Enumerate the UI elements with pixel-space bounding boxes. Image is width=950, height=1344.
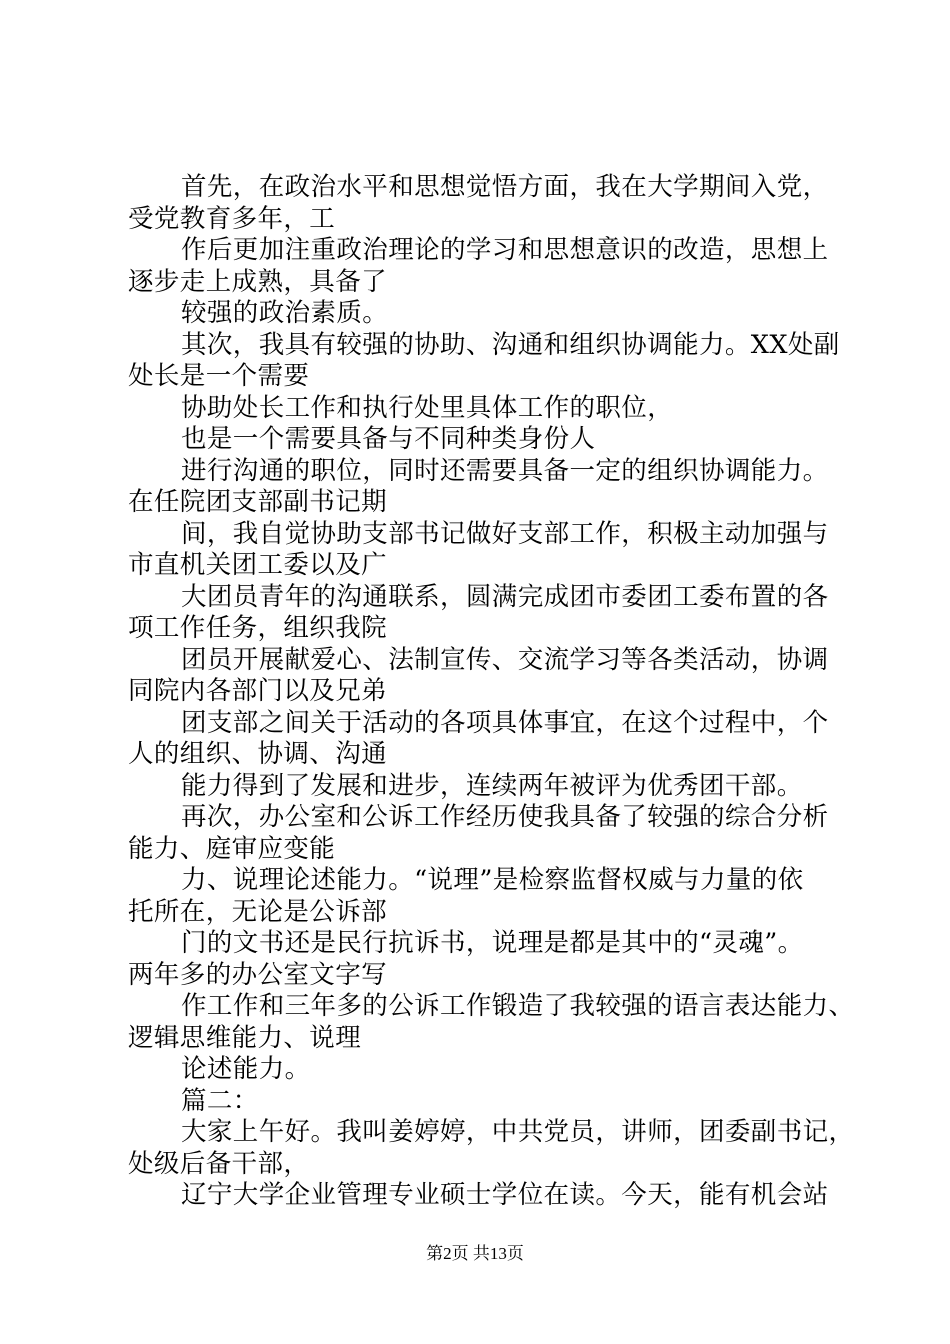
text-line: 在任院团支部副书记期 — [128, 487, 388, 517]
text-line: 托所在，无论是公诉部 — [128, 896, 388, 927]
text-line: 论述能力。 — [181, 1054, 311, 1084]
text-line: 项工作任务，组织我院 — [128, 613, 388, 643]
text-line: 大家上午好。我叫姜婷婷，中共党员，讲师，团委副书记， — [181, 1117, 855, 1147]
text-line: 较强的政治素质。 — [181, 298, 389, 328]
text-line: 团员开展献爱心、法制宣传、交流学习等各类活动，协调 — [181, 644, 829, 675]
text-line: 门的文书还是民行抗诉书，说理是都是其中的“灵魂”。 — [181, 928, 804, 958]
text-line: 逻辑思维能力、说理 — [128, 1022, 362, 1053]
text-line: 同院内各部门以及兄弟 — [128, 676, 388, 706]
text-line: 首先，在政治水平和思想觉悟方面，我在大学期间入党， — [181, 172, 829, 202]
section-heading: 篇二： — [181, 1085, 259, 1116]
text-line: 其次，我具有较强的协助、沟通和组织协调能力。XX处副 — [181, 329, 840, 360]
text-line: 辽宁大学企业管理专业硕士学位在读。今天，能有机会站 — [181, 1180, 829, 1210]
text-line: 也是一个需要具备与不同种类身份人 — [181, 424, 596, 454]
text-line: 处长是一个需要 — [128, 361, 310, 391]
text-line: 能力、庭审应变能 — [128, 833, 336, 864]
text-line: 再次，办公室和公诉工作经历使我具备了较强的综合分析 — [181, 802, 829, 832]
text-line: 作工作和三年多的公诉工作锻造了我较强的语言表达能力、 — [181, 991, 855, 1021]
text-line: 力、说理论述能力。“说理”是检察监督权威与力量的依 — [181, 865, 804, 895]
text-line: 进行沟通的职位，同时还需要具备一定的组织协调能力。 — [181, 455, 829, 486]
text-line: 处级后备干部， — [128, 1148, 310, 1179]
text-line: 两年多的办公室文字写 — [128, 959, 388, 990]
text-line: 市直机关团工委以及广 — [128, 550, 388, 580]
text-line: 作后更加注重政治理论的学习和思想意识的改造，思想上 — [181, 235, 829, 265]
text-line: 能力得到了发展和进步，连续两年被评为优秀团干部。 — [181, 770, 803, 801]
text-line: 受党教育多年，工 — [128, 203, 336, 234]
document-body — [128, 172, 855, 1212]
text-line: 逐步走上成熟，具备了 — [128, 266, 388, 297]
text-line: 团支部之间关于活动的各项具体事宜，在这个过程中，个 — [181, 707, 829, 738]
page-number-footer: 第2页 共13页 — [426, 1244, 524, 1263]
text-line: 间，我自觉协助支部书记做好支部工作，积极主动加强与 — [181, 518, 829, 549]
text-line: 协助处长工作和执行处里具体工作的职位， — [181, 392, 674, 423]
text-line: 人的组织、协调、沟通 — [128, 739, 388, 769]
text-line: 大团员青年的沟通联系，圆满完成团市委团工委布置的各 — [181, 581, 829, 612]
